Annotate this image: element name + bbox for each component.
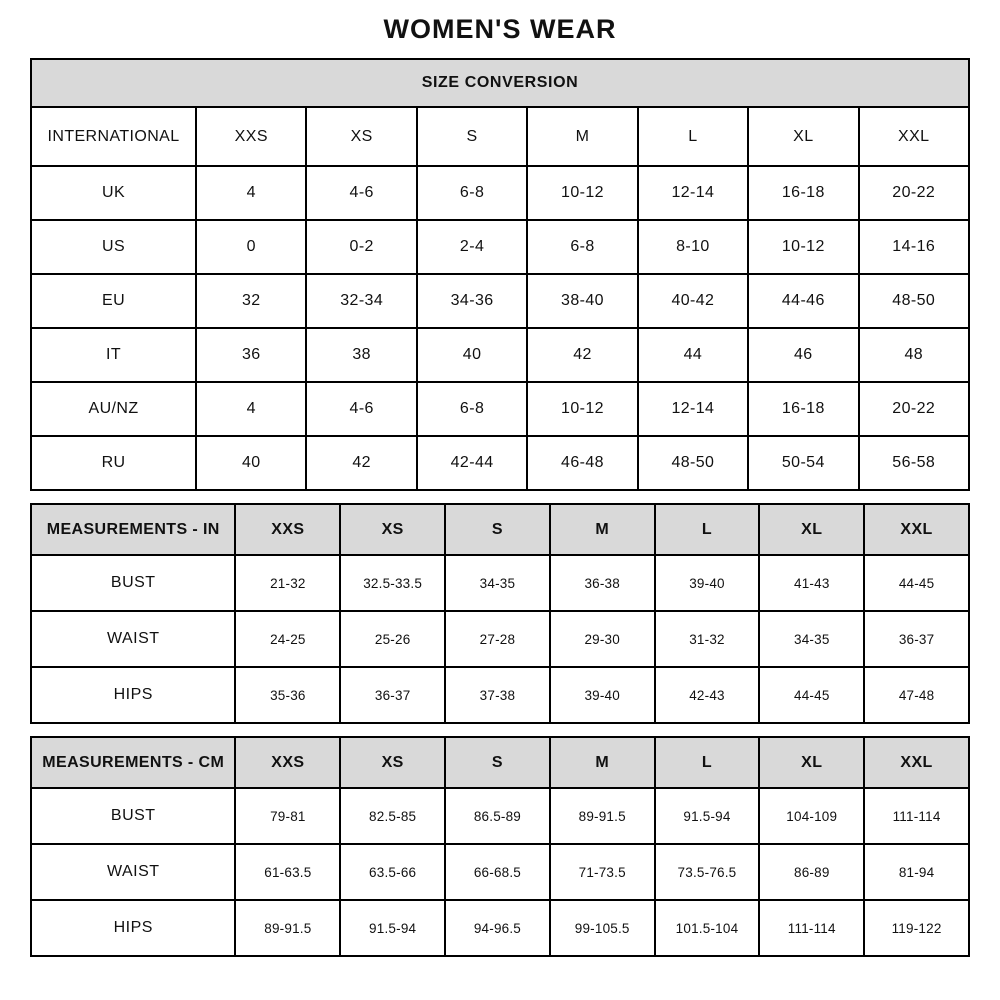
measurements-in-label-bust: BUST xyxy=(31,555,235,611)
size-column-header-xs: XS xyxy=(306,107,416,166)
measurements-in-value-bust-s: 34-35 xyxy=(445,555,550,611)
measurements-cm-value-bust-s: 86.5-89 xyxy=(445,788,550,844)
section-title-measurements-cm: MEASUREMENTS - CM xyxy=(31,737,235,788)
measurements-in-value-waist-s: 27-28 xyxy=(445,611,550,667)
size-value-it-xl: 46 xyxy=(748,328,858,382)
measurements-cm-value-bust-xs: 82.5-85 xyxy=(340,788,445,844)
size-value-us-l: 8-10 xyxy=(638,220,748,274)
measurements-cm-table xyxy=(30,736,970,957)
size-value-ru-s: 42-44 xyxy=(417,436,527,490)
measurements-cm-row-bust xyxy=(31,788,969,844)
measurements-cm-value-waist-xl: 86-89 xyxy=(759,844,864,900)
region-label-it: IT xyxy=(31,328,196,382)
conversion-row-uk xyxy=(31,166,969,220)
measurements-in-table xyxy=(30,503,970,724)
size-value-it-xs: 38 xyxy=(306,328,416,382)
measurements-cm-size-header-l: L xyxy=(655,737,760,788)
measurements-in-value-bust-xs: 32.5-33.5 xyxy=(340,555,445,611)
size-value-ru-xs: 42 xyxy=(306,436,416,490)
measurements-in-value-hips-s: 37-38 xyxy=(445,667,550,723)
measurements-cm-value-hips-s: 94-96.5 xyxy=(445,900,550,956)
region-label-ru: RU xyxy=(31,436,196,490)
measurements-cm-size-header-xl: XL xyxy=(759,737,864,788)
size-value-eu-xxs: 32 xyxy=(196,274,306,328)
size-value-us-s: 2-4 xyxy=(417,220,527,274)
measurements-cm-value-hips-xl: 111-114 xyxy=(759,900,864,956)
measurements-cm-value-waist-m: 71-73.5 xyxy=(550,844,655,900)
measurements-cm-value-waist-xxl: 81-94 xyxy=(864,844,969,900)
measurements-cm-header-row xyxy=(31,737,969,788)
international-header-label: INTERNATIONAL xyxy=(31,107,196,166)
measurements-in-label-waist: WAIST xyxy=(31,611,235,667)
measurements-cm-label-waist: WAIST xyxy=(31,844,235,900)
size-value-it-xxl: 48 xyxy=(859,328,969,382)
measurements-cm-value-bust-l: 91.5-94 xyxy=(655,788,760,844)
size-value-eu-s: 34-36 xyxy=(417,274,527,328)
size-value-us-xs: 0-2 xyxy=(306,220,416,274)
measurements-in-size-header-xxs: XXS xyxy=(235,504,340,555)
measurements-in-label-hips: HIPS xyxy=(31,667,235,723)
measurements-in-value-waist-xxs: 24-25 xyxy=(235,611,340,667)
size-value-au-nz-m: 10-12 xyxy=(527,382,637,436)
size-value-ru-xxs: 40 xyxy=(196,436,306,490)
size-value-au-nz-xxs: 4 xyxy=(196,382,306,436)
size-value-uk-m: 10-12 xyxy=(527,166,637,220)
measurements-cm-size-header-xs: XS xyxy=(340,737,445,788)
conversion-row-eu xyxy=(31,274,969,328)
measurements-cm-value-waist-xs: 63.5-66 xyxy=(340,844,445,900)
measurements-cm-size-header-m: M xyxy=(550,737,655,788)
measurements-in-value-waist-xs: 25-26 xyxy=(340,611,445,667)
size-value-au-nz-xxl: 20-22 xyxy=(859,382,969,436)
measurements-in-value-hips-xs: 36-37 xyxy=(340,667,445,723)
size-conversion-header-row xyxy=(31,107,969,166)
measurements-cm-value-waist-xxs: 61-63.5 xyxy=(235,844,340,900)
conversion-row-au-nz xyxy=(31,382,969,436)
measurements-cm-value-waist-l: 73.5-76.5 xyxy=(655,844,760,900)
measurements-in-value-hips-l: 42-43 xyxy=(655,667,760,723)
size-conversion-table xyxy=(30,58,970,491)
size-value-uk-xxs: 4 xyxy=(196,166,306,220)
size-conversion-title-row xyxy=(31,59,969,107)
measurements-cm-value-bust-xxs: 79-81 xyxy=(235,788,340,844)
size-value-uk-xs: 4-6 xyxy=(306,166,416,220)
size-value-eu-l: 40-42 xyxy=(638,274,748,328)
measurements-cm-row-hips xyxy=(31,900,969,956)
measurements-cm-value-hips-l: 101.5-104 xyxy=(655,900,760,956)
size-value-au-nz-xs: 4-6 xyxy=(306,382,416,436)
size-column-header-xxs: XXS xyxy=(196,107,306,166)
region-label-uk: UK xyxy=(31,166,196,220)
size-value-uk-xxl: 20-22 xyxy=(859,166,969,220)
measurements-in-size-header-l: L xyxy=(655,504,760,555)
measurements-cm-size-header-s: S xyxy=(445,737,550,788)
measurements-in-value-waist-xl: 34-35 xyxy=(759,611,864,667)
section-title-measurements-in: MEASUREMENTS - IN xyxy=(31,504,235,555)
size-value-eu-xxl: 48-50 xyxy=(859,274,969,328)
conversion-row-us xyxy=(31,220,969,274)
measurements-cm-size-header-xxs: XXS xyxy=(235,737,340,788)
measurements-cm-label-bust: BUST xyxy=(31,788,235,844)
size-value-it-s: 40 xyxy=(417,328,527,382)
size-value-it-m: 42 xyxy=(527,328,637,382)
measurements-cm-value-hips-xxl: 119-122 xyxy=(864,900,969,956)
measurements-cm-value-hips-m: 99-105.5 xyxy=(550,900,655,956)
size-value-uk-l: 12-14 xyxy=(638,166,748,220)
measurements-cm-value-hips-xxs: 89-91.5 xyxy=(235,900,340,956)
conversion-row-it xyxy=(31,328,969,382)
measurements-cm-value-waist-s: 66-68.5 xyxy=(445,844,550,900)
size-value-ru-m: 46-48 xyxy=(527,436,637,490)
measurements-in-value-waist-l: 31-32 xyxy=(655,611,760,667)
size-value-eu-m: 38-40 xyxy=(527,274,637,328)
measurements-cm-value-hips-xs: 91.5-94 xyxy=(340,900,445,956)
size-value-au-nz-s: 6-8 xyxy=(417,382,527,436)
size-column-header-xl: XL xyxy=(748,107,858,166)
size-value-ru-xl: 50-54 xyxy=(748,436,858,490)
measurements-in-value-bust-xl: 41-43 xyxy=(759,555,864,611)
measurements-in-value-hips-xxl: 47-48 xyxy=(864,667,969,723)
size-value-it-xxs: 36 xyxy=(196,328,306,382)
size-value-us-xl: 10-12 xyxy=(748,220,858,274)
size-column-header-s: S xyxy=(417,107,527,166)
region-label-eu: EU xyxy=(31,274,196,328)
region-label-au-nz: AU/NZ xyxy=(31,382,196,436)
size-value-it-l: 44 xyxy=(638,328,748,382)
size-value-uk-s: 6-8 xyxy=(417,166,527,220)
size-value-ru-xxl: 56-58 xyxy=(859,436,969,490)
measurements-in-value-bust-l: 39-40 xyxy=(655,555,760,611)
size-value-uk-xl: 16-18 xyxy=(748,166,858,220)
size-value-us-xxs: 0 xyxy=(196,220,306,274)
measurements-in-value-bust-xxl: 44-45 xyxy=(864,555,969,611)
measurements-in-value-hips-xl: 44-45 xyxy=(759,667,864,723)
size-column-header-xxl: XXL xyxy=(859,107,969,166)
measurements-in-size-header-xl: XL xyxy=(759,504,864,555)
measurements-in-value-waist-xxl: 36-37 xyxy=(864,611,969,667)
size-value-eu-xl: 44-46 xyxy=(748,274,858,328)
measurements-in-value-hips-m: 39-40 xyxy=(550,667,655,723)
measurements-in-size-header-m: M xyxy=(550,504,655,555)
measurements-in-row-hips xyxy=(31,667,969,723)
section-title-size-conversion: SIZE CONVERSION xyxy=(31,59,969,107)
measurements-cm-label-hips: HIPS xyxy=(31,900,235,956)
measurements-in-value-bust-m: 36-38 xyxy=(550,555,655,611)
measurements-in-row-waist xyxy=(31,611,969,667)
measurements-in-value-hips-xxs: 35-36 xyxy=(235,667,340,723)
size-value-eu-xs: 32-34 xyxy=(306,274,416,328)
measurements-cm-value-bust-xl: 104-109 xyxy=(759,788,864,844)
measurements-in-size-header-s: S xyxy=(445,504,550,555)
measurements-in-value-bust-xxs: 21-32 xyxy=(235,555,340,611)
measurements-in-header-row xyxy=(31,504,969,555)
measurements-cm-value-bust-m: 89-91.5 xyxy=(550,788,655,844)
measurements-in-value-waist-m: 29-30 xyxy=(550,611,655,667)
measurements-in-size-header-xxl: XXL xyxy=(864,504,969,555)
measurements-cm-size-header-xxl: XXL xyxy=(864,737,969,788)
size-value-ru-l: 48-50 xyxy=(638,436,748,490)
page-title: WOMEN'S WEAR xyxy=(383,14,617,44)
measurements-in-row-bust xyxy=(31,555,969,611)
conversion-row-ru xyxy=(31,436,969,490)
size-value-us-xxl: 14-16 xyxy=(859,220,969,274)
region-label-us: US xyxy=(31,220,196,274)
measurements-cm-row-waist xyxy=(31,844,969,900)
size-value-us-m: 6-8 xyxy=(527,220,637,274)
size-column-header-l: L xyxy=(638,107,748,166)
size-column-header-m: M xyxy=(527,107,637,166)
measurements-cm-value-bust-xxl: 111-114 xyxy=(864,788,969,844)
size-value-au-nz-xl: 16-18 xyxy=(748,382,858,436)
measurements-in-size-header-xs: XS xyxy=(340,504,445,555)
size-value-au-nz-l: 12-14 xyxy=(638,382,748,436)
